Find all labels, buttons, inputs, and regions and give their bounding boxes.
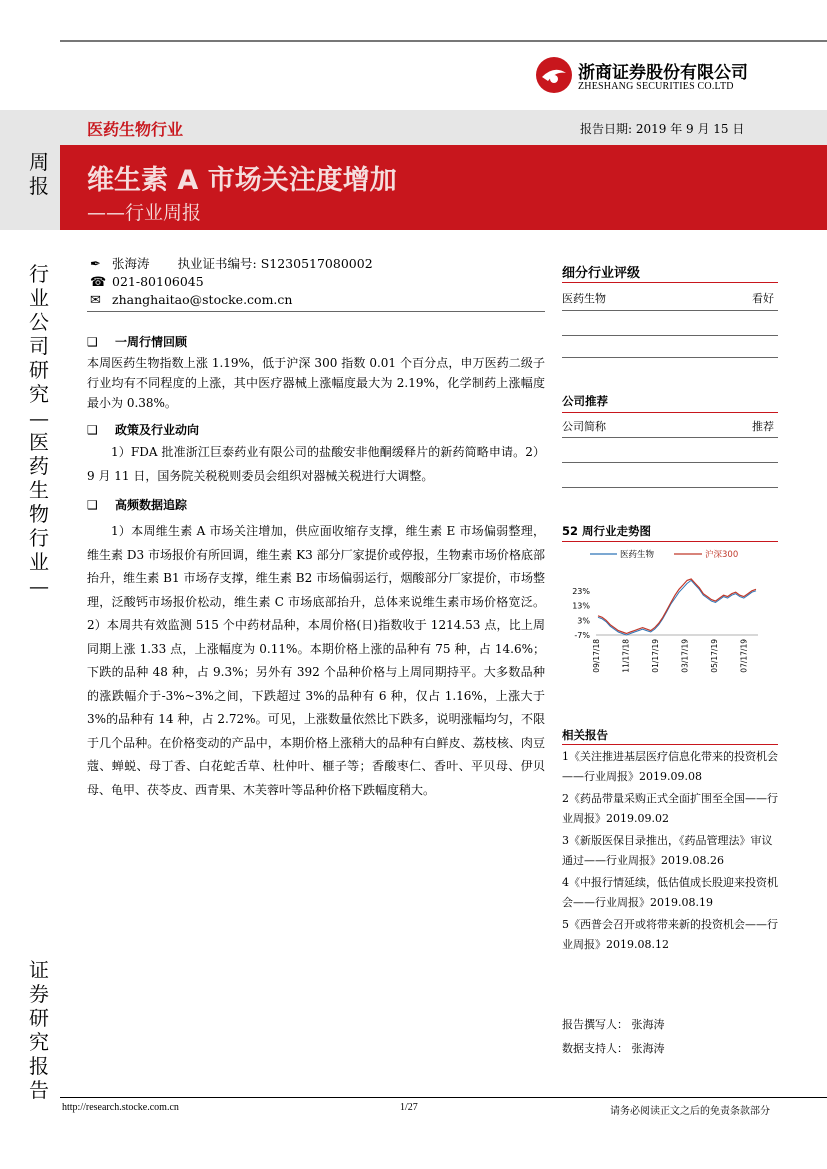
zheshang-logo-icon	[534, 55, 574, 95]
left-sidebar	[0, 0, 60, 1169]
y-tick-label: 13%	[572, 601, 590, 611]
recommend-col2: 推荐	[752, 420, 774, 433]
doc-type-vertical: 证 券 研 究 报 告	[29, 958, 49, 1102]
section-body: 1）本周维生素 A 市场关注增加，供应面收缩存支撑，维生素 E 市场偏弱整理，维生素 D3 市场报价有所回调，维生素 K3 部分厂家提价或停报，生物素市场价格底部抬升，维生素 B1 市场存支撑，维生素 B2 市场偏弱运行，烟酸部分厂家提价，市场整理，泛酸钙市场报价松动，维生素 C 市场底部抬升，总体来说维生素市场价格宽泛。2）本周共有效监测 515 个中药材品种，本周价格(日)指数收于 1214.53 点，比上周同期上涨 1.33 点，上涨幅度为 0.11%。本期价格上涨的品种有 75 种，占 14.6%；下跌的品种 48 种，占 9.3%；另外有 392 个品种价格与上周同期持平。大多数品种的涨跌幅介于-3%~3%之间，下跌超过 3%的品种有 6 种，仅占 1.16%，上涨大于 3%的品种有 14 种，占 2.72%。可见，上涨数量依然比下跌多，说明涨幅均匀，不限于几个品种。在价格变动的产品中，本期价格上涨稍大的品种有白鲜皮、荔枝核、肉豆蔻、蝉蜕、母丁香、白花蛇舌草、杜仲叶、榧子等；香酸枣仁、香叶、平贝母、伊贝母、龟甲、茯苓皮、西青果、木芙蓉叶等品种价格下跌幅度稍大。	[87, 524, 545, 797]
author-block	[90, 255, 373, 309]
footer-rule	[60, 1097, 827, 1098]
author-phone: 021-80106045	[112, 274, 204, 289]
email-line	[90, 291, 373, 309]
phone-line	[90, 273, 373, 291]
company-logo	[534, 55, 574, 95]
y-tick-label: -7%	[574, 631, 590, 640]
checkbox-bullet-icon: ❑	[87, 423, 98, 437]
related-item[interactable]: 1《关注推进基层医疗信息化带来的投资机会——行业周报》2019.09.08	[562, 750, 778, 783]
footer-page: 1/27	[400, 1102, 418, 1113]
related-title: 相关报告	[562, 728, 608, 742]
pen-icon: ✒	[90, 257, 101, 272]
author-rule	[87, 311, 545, 312]
section-1	[87, 333, 545, 413]
rating-value: 看好	[752, 292, 774, 305]
related-item[interactable]: 5《西普会召开或将带来新的投资机会——行业周报》2019.08.12	[562, 918, 778, 951]
sector-label: 医药生物行业	[87, 120, 184, 139]
phone-icon: ☎	[90, 275, 107, 290]
rating-row-rule	[562, 335, 778, 336]
writer-support: 数据支持人： 张海涛	[562, 1042, 665, 1055]
checkbox-bullet-icon: ❑	[87, 498, 98, 512]
recommend-rule	[562, 412, 778, 413]
author-email[interactable]: zhanghaitao@stocke.com.cn	[112, 292, 293, 307]
footer-disclaimer: 请务必阅读正文之后的免责条款部分	[610, 1106, 770, 1117]
x-tick-label: 09/17/18	[592, 639, 601, 673]
recommend-row-rule	[562, 462, 778, 463]
section-body: 本周医药生物指数上涨 1.19%，低于沪深 300 指数 0.01 个百分点，申万医药二级子行业均有不同程度的上涨，其中医疗器械上涨幅度最大为 2.19%，化学制药上涨幅度最小为 0.38%。	[87, 356, 545, 410]
x-tick-label: 11/17/18	[621, 639, 631, 673]
legend-hs300: 沪深300	[705, 550, 739, 560]
report-type-vertical: 周 报	[29, 150, 49, 198]
y-tick-label: 23%	[572, 586, 590, 596]
related-item[interactable]: 2《药品带量采购正式全面扩围至全国——行业周报》2019.09.02	[562, 792, 778, 825]
checkbox-bullet-icon: ❑	[87, 335, 98, 349]
top-rule	[60, 40, 827, 42]
recommend-col1: 公司简称	[562, 420, 606, 433]
category-vertical: 行 业 公 司 研 究 — 医 药 生 物 行 业 —	[29, 262, 49, 598]
section-heading-text: 高频数据追踪	[115, 498, 188, 512]
author-cert: 执业证书编号: S1230517080002	[177, 256, 373, 271]
writer-author: 报告撰写人： 张海涛	[562, 1018, 665, 1031]
chart-rule	[562, 541, 778, 542]
rating-title: 细分行业评级	[562, 266, 641, 281]
report-subtitle: ——行业周报	[87, 202, 202, 224]
rating-rule	[562, 282, 778, 283]
section-body: 1）FDA 批准浙江巨泰药业有限公司的盐酸安非他酮缓释片的新药简略申请。2）9 月 11 日，国务院关税税则委员会组织对器械关税进行大调整。	[87, 445, 545, 483]
related-item[interactable]: 4《中报行情延续，低估值成长股迎来投资机会——行业周报》2019.08.19	[562, 876, 778, 909]
recommend-row-rule	[562, 487, 778, 488]
company-name-en: ZHESHANG SECURITIES CO.LTD	[578, 81, 734, 92]
related-item[interactable]: 3《新版医保目录推出，《药品管理法》审议通过——行业周报》2019.08.26	[562, 834, 773, 867]
y-tick-label: 3%	[577, 616, 590, 626]
mail-icon: ✉	[90, 293, 101, 308]
x-tick-label: 07/17/19	[739, 639, 749, 673]
footer-url[interactable]: http://research.stocke.com.cn	[62, 1102, 179, 1113]
section-2	[87, 421, 545, 488]
recommend-row-rule	[562, 437, 778, 438]
rating-sector: 医药生物	[562, 292, 606, 305]
section-3	[87, 496, 545, 802]
series-line-hs300	[598, 579, 756, 634]
rating-row-rule	[562, 310, 778, 311]
x-tick-label: 05/17/19	[709, 639, 719, 673]
section-heading-text: 政策及行业动向	[115, 423, 200, 437]
x-tick-label: 01/17/19	[650, 639, 660, 673]
section-heading	[87, 333, 545, 353]
trend-chart-svg	[562, 543, 778, 678]
company-name-cn: 浙商证券股份有限公司	[578, 63, 748, 83]
author-line	[90, 255, 373, 273]
series-line-pharma	[598, 580, 756, 635]
report-date: 报告日期: 2019 年 9 月 15 日	[580, 122, 745, 136]
author-name: 张海涛	[112, 256, 150, 271]
chart-title: 52 周行业走势图	[562, 524, 652, 538]
report-title: 维生素 A 市场关注度增加	[87, 165, 397, 196]
recommend-title: 公司推荐	[562, 394, 608, 408]
section-heading	[87, 421, 545, 441]
section-heading	[87, 496, 545, 520]
related-list	[562, 745, 778, 955]
legend-pharma: 医药生物	[620, 550, 655, 560]
trend-chart	[562, 543, 778, 678]
main-content	[87, 333, 545, 802]
section-heading-text: 一周行情回顾	[115, 335, 188, 349]
x-tick-label: 03/17/19	[680, 639, 690, 673]
rating-row-rule	[562, 357, 778, 358]
